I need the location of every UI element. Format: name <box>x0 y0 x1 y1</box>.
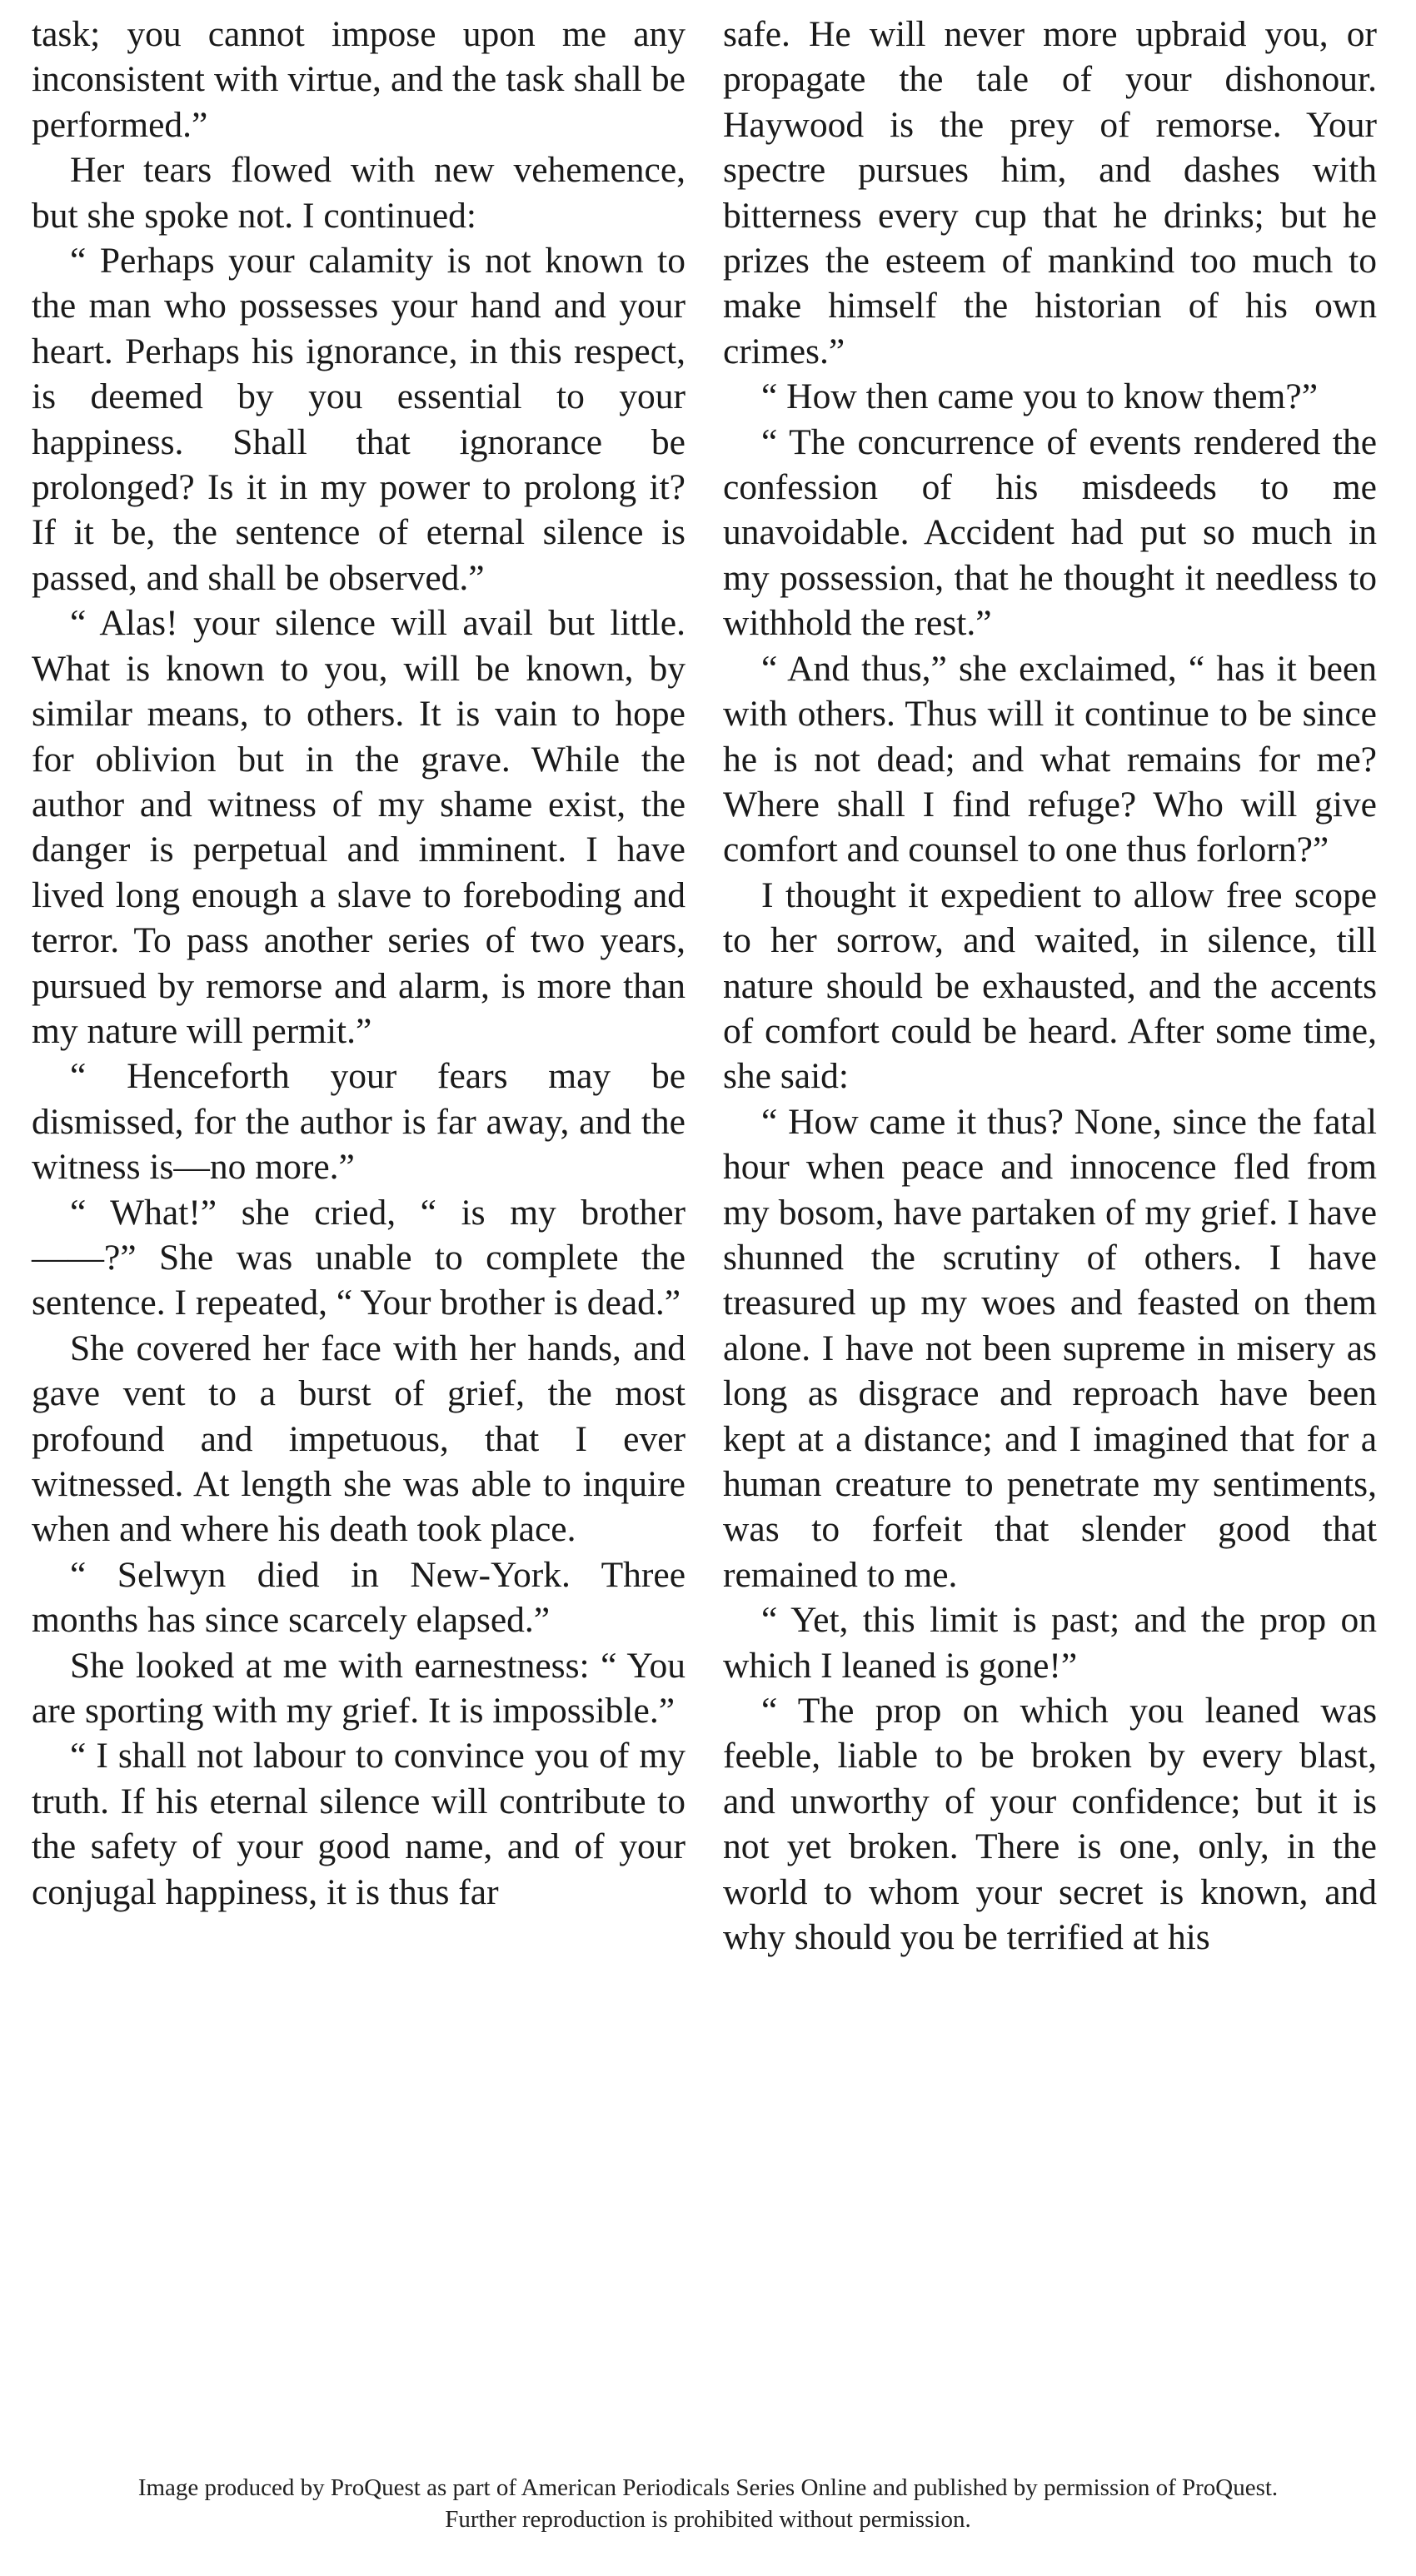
paragraph: She looked at me with earnestness: “ You are sporting with my grief. It is impossible.” <box>32 1645 686 1731</box>
paragraph: “ And thus,” she exclaimed, “ has it been with others. Thus will it continue to be since he is not dead; and what remains for me? Where shall I find refuge? Who will give comfort and counsel to one thus forlorn?” <box>723 648 1377 870</box>
paragraph: “ Yet, this limit is past; and the prop on which I leaned is gone!” <box>723 1600 1377 1686</box>
right-text-column <box>723 12 1377 1960</box>
footer-line-2: Further reproduction is prohibited without permission. <box>445 2506 971 2533</box>
paragraph: “ Selwyn died in New-York. Three months has since scarcely elapsed.” <box>32 1554 686 1641</box>
paragraph: safe. He will never more upbraid you, or propagate the tale of your dishonour. Haywood is the prey of remorse. Your spectre pursues him, and dashes with bitterness every cup that he drinks; but he prizes the esteem of mankind too much to make himself the historian of his own crimes.” <box>723 14 1377 371</box>
paragraph: “ The concurrence of events rendered the confession of his misdeeds to me unavoidable. Accident had put so much in my possession, that he thought it needless to withhold the rest.” <box>723 421 1377 644</box>
footer-line-1: Image produced by ProQuest as part of American Periodicals Series Online and published by permission of ProQuest. <box>137 2474 1279 2501</box>
paragraph: “ Henceforth your fears may be dismissed, for the author is far away, and the witness is—no more.” <box>32 1056 686 1188</box>
paragraph: task; you cannot impose upon me any inconsistent with virtue, and the task shall be performed.” <box>32 14 686 145</box>
paragraph: “ Perhaps your calamity is not known to the man who possesses your hand and your heart. Perhaps his ignorance, in this respect, is deemed by you essential to your happiness. Shall that ignorance be prolonged? Is it in my power to prolong it? If it be, the sentence of eternal silence is passed, and shall be observed.” <box>32 241 686 598</box>
paragraph: “ I shall not labour to convince you of my truth. If his eternal silence will contribute to the safety of your good name, and of your conjugal happiness, it is thus far <box>32 1736 686 1912</box>
paragraph: She covered her face with her hands, and gave vent to a burst of grief, the most profound and impetuous, that I ever witnessed. At length she was able to inquire when and where his death took place. <box>32 1328 686 1550</box>
paragraph: Her tears flowed with new vehemence, but she spoke not. I continued: <box>32 150 686 236</box>
copyright-footer <box>0 2472 1416 2535</box>
left-text-column <box>32 12 686 1915</box>
paragraph: “ What!” she cried, “ is my brother ——?” She was unable to complete the sentence. I repeated, “ Your brother is dead.” <box>32 1192 686 1323</box>
paragraph: “ Alas! your silence will avail but little. What is known to you, will be known, by similar means, to others. It is vain to hope for oblivion but in the grave. While the author and witness of my shame exist, the danger is perpetual and imminent. I have lived long enough a slave to foreboding and terror. To pass another series of two years, pursued by remorse and alarm, is more than my nature will permit.” <box>32 603 686 1051</box>
paragraph: “ How then came you to know them?” <box>761 376 1319 417</box>
paragraph: I thought it expedient to allow free scope to her sorrow, and waited, in silence, till nature should be exhausted, and the accents of comfort could be heard. After some time, she said: <box>723 874 1377 1097</box>
paragraph: “ How came it thus? None, since the fatal hour when peace and innocence fled from my bosom, have partaken of my grief. I have shunned the scrutiny of others. I have treasured up my woes and feasted on them alone. I have not been supreme in misery as long as disgrace and reproach have been kept at a distance; and I imagined that for a human creature to penetrate my sentiments, was to forfeit that slender good that remained to me. <box>723 1101 1377 1595</box>
paragraph: “ The prop on which you leaned was feeble, liable to be broken by every blast, and unworthy of your confidence; but it is not yet broken. There is one, only, in the world to whom your secret is known, and why should you be terrified at his <box>723 1691 1377 1958</box>
